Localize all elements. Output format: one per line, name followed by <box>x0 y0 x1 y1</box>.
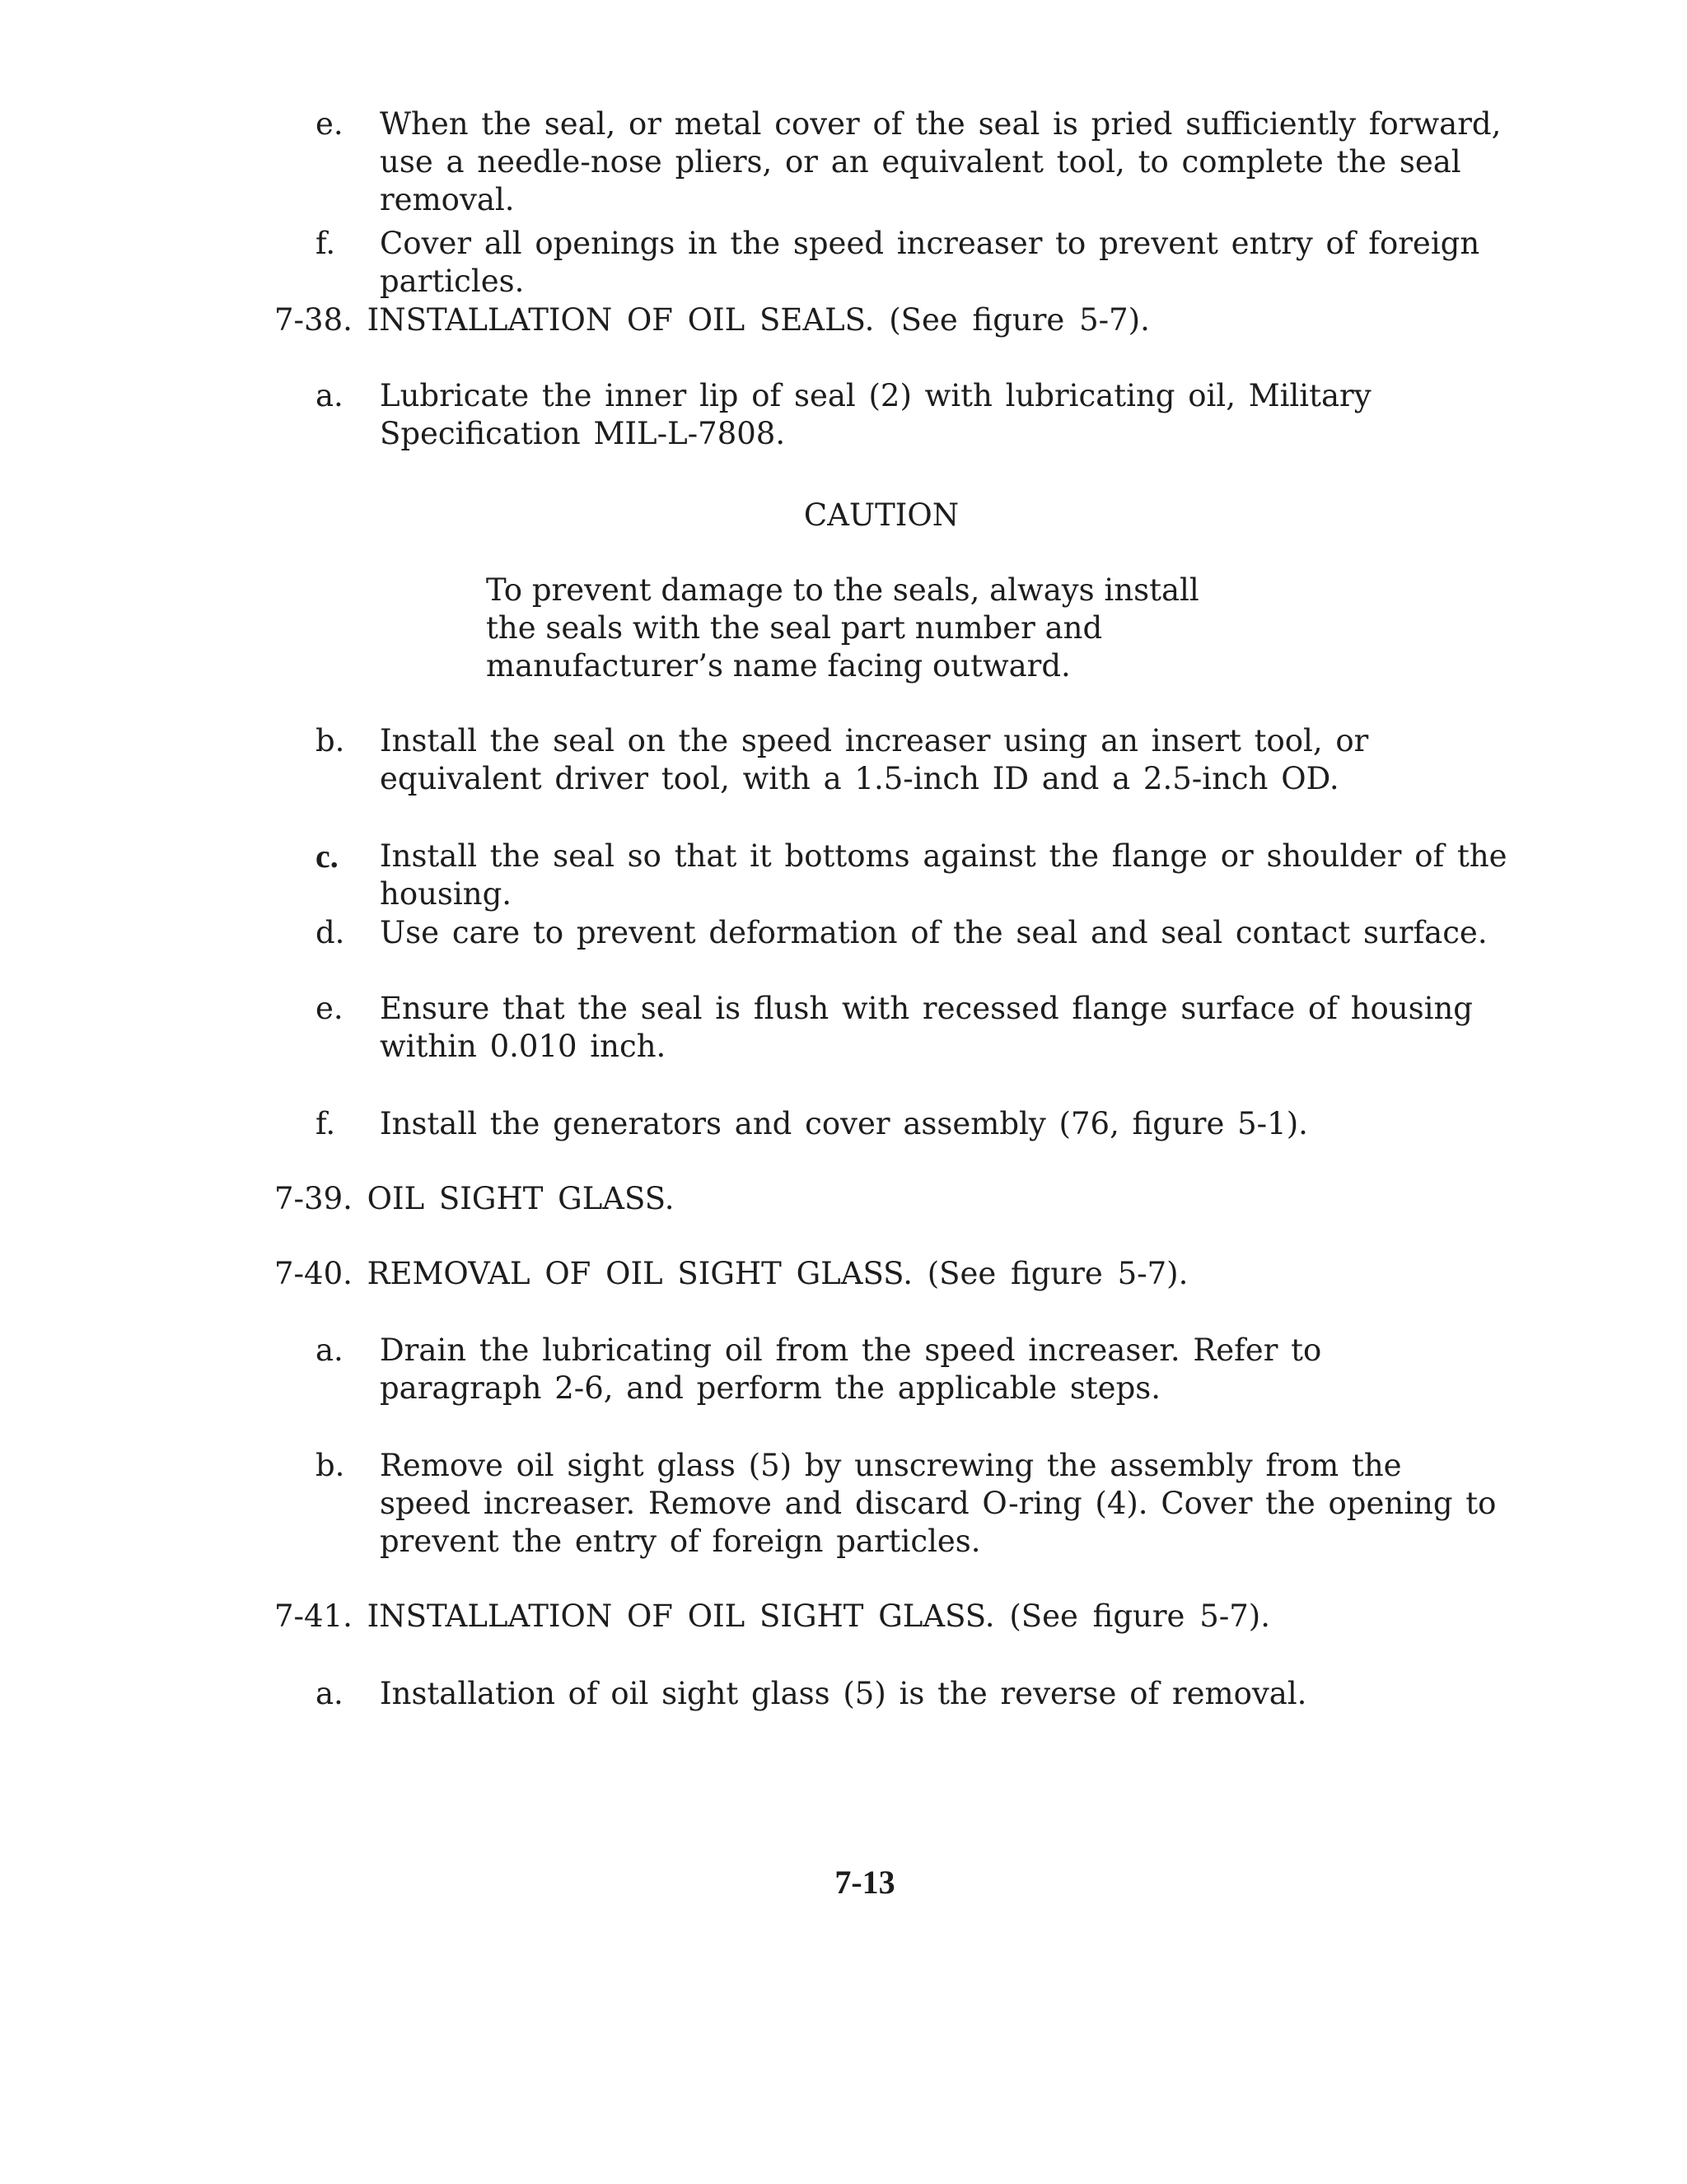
item-text: Drain the lubricating oil from the speed increaser. Refer to paragraph 2-6, and perform the applicable steps. <box>380 1332 1322 1406</box>
item-text: Install the seal on the speed increaser using an insert tool, or equivalent driver tool, with a 1.5-inch ID and a 2.5-inch OD. <box>380 723 1369 796</box>
item-letter: d. <box>315 915 345 950</box>
item-letter: f. <box>315 1106 336 1141</box>
item-letter: e. <box>315 991 343 1026</box>
item-text: Lubricate the inner lip of seal (2) with lubricating oil, Military Specification MIL-L-7808. <box>380 378 1372 451</box>
item-letter: b. <box>315 1448 345 1483</box>
caution-title: CAUTION <box>803 497 960 533</box>
item-text: Install the generators and cover assembly (76, figure 5-1). <box>380 1106 1308 1141</box>
page-number: 7-13 <box>834 1864 895 1901</box>
item-text: Installation of oil sight glass (5) is the reverse of removal. <box>380 1676 1307 1711</box>
item-letter: e. <box>315 106 343 142</box>
item-letter: a. <box>315 1676 343 1711</box>
section-heading-7-38: 7-38. INSTALLATION OF OIL SEALS. (See figure 5-7). <box>274 302 1150 338</box>
item-letter: a. <box>315 1332 343 1368</box>
item-text: Use care to prevent deformation of the seal and seal contact surface. <box>380 915 1488 950</box>
item-letter: a. <box>315 378 343 413</box>
item-text: Cover all openings in the speed increaser to prevent entry of foreign particles. <box>380 226 1480 299</box>
section-heading-7-41: 7-41. INSTALLATION OF OIL SIGHT GLASS. (See figure 5-7). <box>274 1598 1270 1634</box>
item-letter: b. <box>315 723 345 758</box>
item-text: Remove oil sight glass (5) by unscrewing the assembly from the speed increaser. Remove and discard O-ring (4). Cover the opening to prevent the entry of foreign particles. <box>380 1448 1497 1559</box>
item-letter: c. <box>315 838 339 875</box>
item-text: Ensure that the seal is flush with recessed flange surface of housing within 0.010 inch. <box>380 991 1473 1064</box>
item-text: When the seal, or metal cover of the seal is pried sufficiently forward, use a needle-nose pliers, or an equivalent tool, to complete the seal removal. <box>380 106 1502 217</box>
section-heading-7-39: 7-39. OIL SIGHT GLASS. <box>274 1181 675 1216</box>
caution-body: To prevent damage to the seals, always install the seals with the seal part number and manufacturer’s name facing outward. <box>486 572 1199 684</box>
item-text: Install the seal so that it bottoms against the flange or shoulder of the housing. <box>380 838 1507 912</box>
section-heading-7-40: 7-40. REMOVAL OF OIL SIGHT GLASS. (See figure 5-7). <box>274 1256 1189 1291</box>
item-letter: f. <box>315 226 336 261</box>
